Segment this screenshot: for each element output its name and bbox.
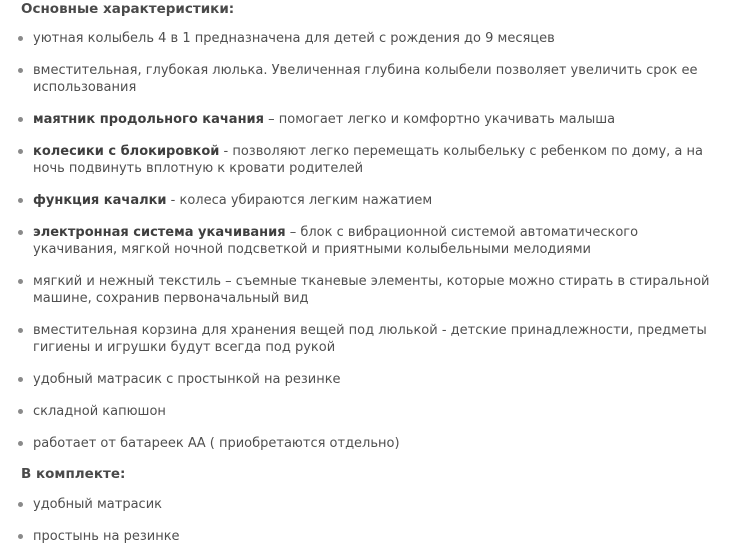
- bullet-icon: [18, 117, 23, 122]
- bullet-icon: [18, 149, 23, 154]
- specs-heading: Основные характеристики:: [21, 1, 235, 17]
- bullet-icon: [18, 36, 23, 41]
- list-item-bold: колесики с блокировкой: [33, 144, 220, 159]
- list-item-text: складной капюшон: [33, 404, 166, 419]
- list-item-text: - колеса убираются легким нажатием: [166, 193, 433, 208]
- list-item-bold: маятник продольного качания: [33, 112, 265, 127]
- bullet-icon: [18, 502, 23, 507]
- bullet-icon: [18, 377, 23, 382]
- bullet-icon: [18, 279, 23, 284]
- bullet-icon: [18, 328, 23, 333]
- list-item-text: удобный матрасик: [33, 497, 163, 512]
- list-item-text: – помогает легко и комфортно укачивать малыша: [264, 112, 616, 127]
- bullet-icon: [18, 409, 23, 414]
- list-item-text: простынь на резинке: [33, 529, 180, 544]
- list-item-text: работает от батареек АА ( приобретаются отдельно): [33, 436, 400, 451]
- list-item-text: вместительная корзина для хранения вещей под люлькой - детские принадлежности, предметы гигиены и игрушки будут всегда под рукой: [33, 323, 707, 355]
- bullet-icon: [18, 68, 23, 73]
- list-item-text: вместительная, глубокая люлька. Увеличенная глубина колыбели позволяет увеличить срок ее использования: [33, 63, 698, 95]
- list-item-text: - позволяют легко перемещать колыбельку с ребенком по дому, а на ночь подвинуть вплотную к кровати родителей: [33, 144, 703, 176]
- list-item-bold: электронная система укачивания: [33, 225, 286, 240]
- bullet-icon: [18, 534, 23, 539]
- list-item-text: уютная колыбель 4 в 1 предназначена для детей с рождения до 9 месяцев: [33, 31, 555, 46]
- list-item-text: мягкий и нежный текстиль – съемные тканевые элементы, которые можно стирать в стиральной машине, сохранив первоначальный вид: [33, 274, 710, 306]
- bullet-icon: [18, 441, 23, 446]
- bullet-icon: [18, 198, 23, 203]
- list-item-text: – блок с вибрационной системой автоматического укачивания, мягкой ночной подсветкой и приятными колыбельными мелодиями: [33, 225, 639, 257]
- package-heading: В комплекте:: [21, 466, 126, 482]
- list-item-text: удобный матрасик с простынкой на резинке: [33, 372, 341, 387]
- list-item-bold: функция качалки: [33, 193, 167, 208]
- bullet-icon: [18, 230, 23, 235]
